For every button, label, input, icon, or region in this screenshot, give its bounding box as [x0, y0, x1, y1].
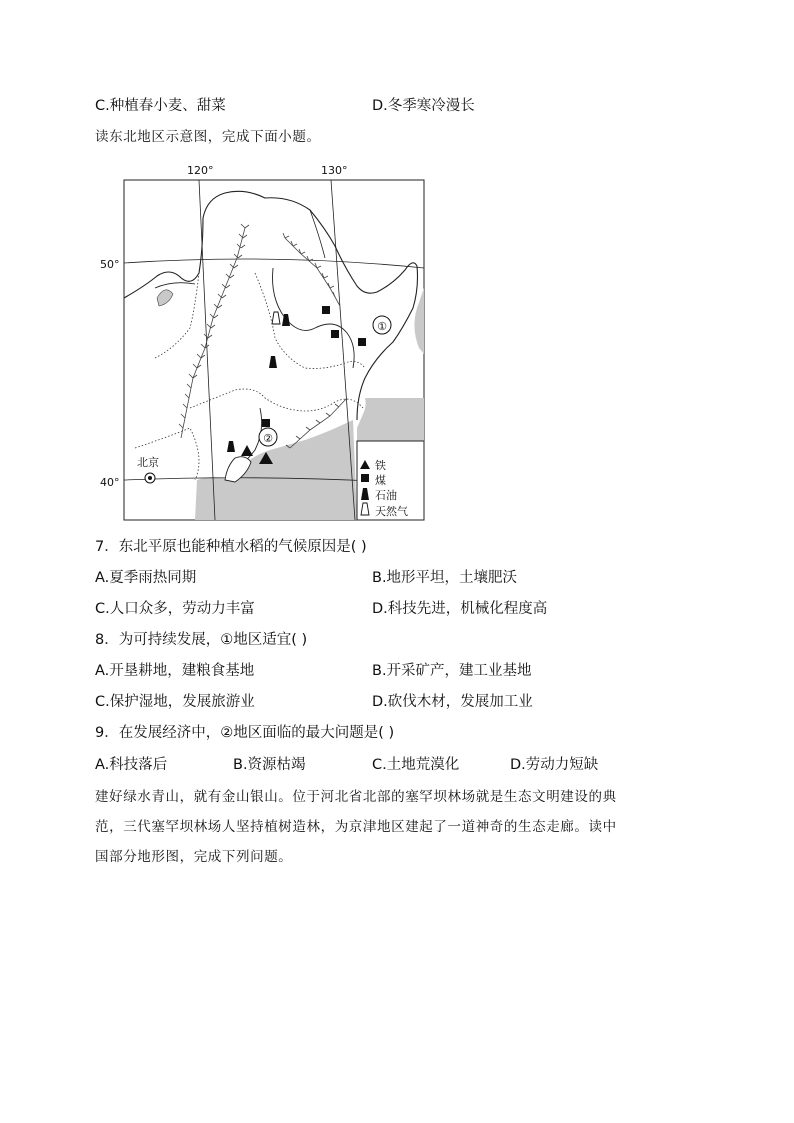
northeast-china-map: [95, 158, 435, 524]
coal-symbol: [262, 419, 270, 427]
region-marker-1: ①: [377, 320, 387, 333]
lon-label-120: 120°: [187, 164, 214, 177]
question-8-options-row-1: [0, 661, 794, 681]
passage-line-1: 建好绿水青山，就有金山银山。位于河北省北部的塞罕坝林场就是生态文明建设的典: [95, 789, 617, 805]
beijing-label: 北京: [137, 456, 159, 469]
beijing-dot: [148, 476, 152, 480]
q7-option-a: A.夏季雨热同期: [95, 570, 197, 586]
q7-option-b: B.地形平坦，土壤肥沃: [372, 570, 518, 586]
question-7-stem: 7．东北平原也能种植水稻的气候原因是( ): [95, 539, 367, 555]
q8-option-c: C.保护湿地，发展旅游业: [95, 694, 255, 710]
question-7-options-row-1: [0, 568, 794, 588]
legend-label-oil: 石油: [375, 489, 397, 502]
q9-option-b: B.资源枯竭: [233, 757, 306, 773]
region-marker-2: ②: [263, 432, 273, 445]
coal-symbol: [331, 330, 339, 338]
q7-option-d: D.科技先进，机械化程度高: [372, 601, 548, 617]
legend-label-gas: 天然气: [375, 505, 408, 518]
question-9-stem: 9．在发展经济中，②地区面临的最大问题是( ): [95, 725, 395, 741]
question-8-options-row-2: [0, 692, 794, 712]
passage-line-3: 国部分地形图，完成下列问题。: [95, 849, 293, 865]
prev-options-row: [0, 96, 794, 116]
legend-label-coal: 煤: [375, 474, 386, 487]
option-c: C.种植春小麦、甜菜: [95, 98, 226, 114]
lat-label-40: 40°: [100, 476, 120, 489]
coal-symbol: [322, 306, 330, 314]
q9-option-d: D.劳动力短缺: [510, 757, 599, 773]
q9-option-a: A.科技落后: [95, 757, 168, 773]
q8-option-d: D.砍伐木材，发展加工业: [372, 694, 533, 710]
map-legend: [357, 441, 424, 520]
q8-option-a: A.开垦耕地，建粮食基地: [95, 663, 255, 679]
map-intro: 读东北地区示意图，完成下面小题。: [95, 129, 321, 145]
q8-option-b: B.开采矿产，建工业基地: [372, 663, 532, 679]
question-8-stem: 8．为可持续发展，①地区适宜( ): [95, 632, 308, 648]
question-9-options-row: [0, 755, 794, 775]
q9-option-c: C.土地荒漠化: [372, 757, 460, 773]
question-7-options-row-2: [0, 599, 794, 619]
legend-coal-symbol: [361, 474, 369, 482]
legend-label-iron: 铁: [375, 459, 386, 472]
coal-symbol: [358, 338, 366, 346]
option-d: D.冬季寒冷漫长: [372, 98, 475, 114]
lat-label-50: 50°: [100, 258, 120, 271]
passage-line-2: 范，三代塞罕坝林场人坚持植树造林，为京津地区建起了一道神奇的生态走廊。读中: [95, 819, 617, 835]
lon-label-130: 130°: [321, 164, 348, 177]
q7-option-c: C.人口众多，劳动力丰富: [95, 601, 255, 617]
